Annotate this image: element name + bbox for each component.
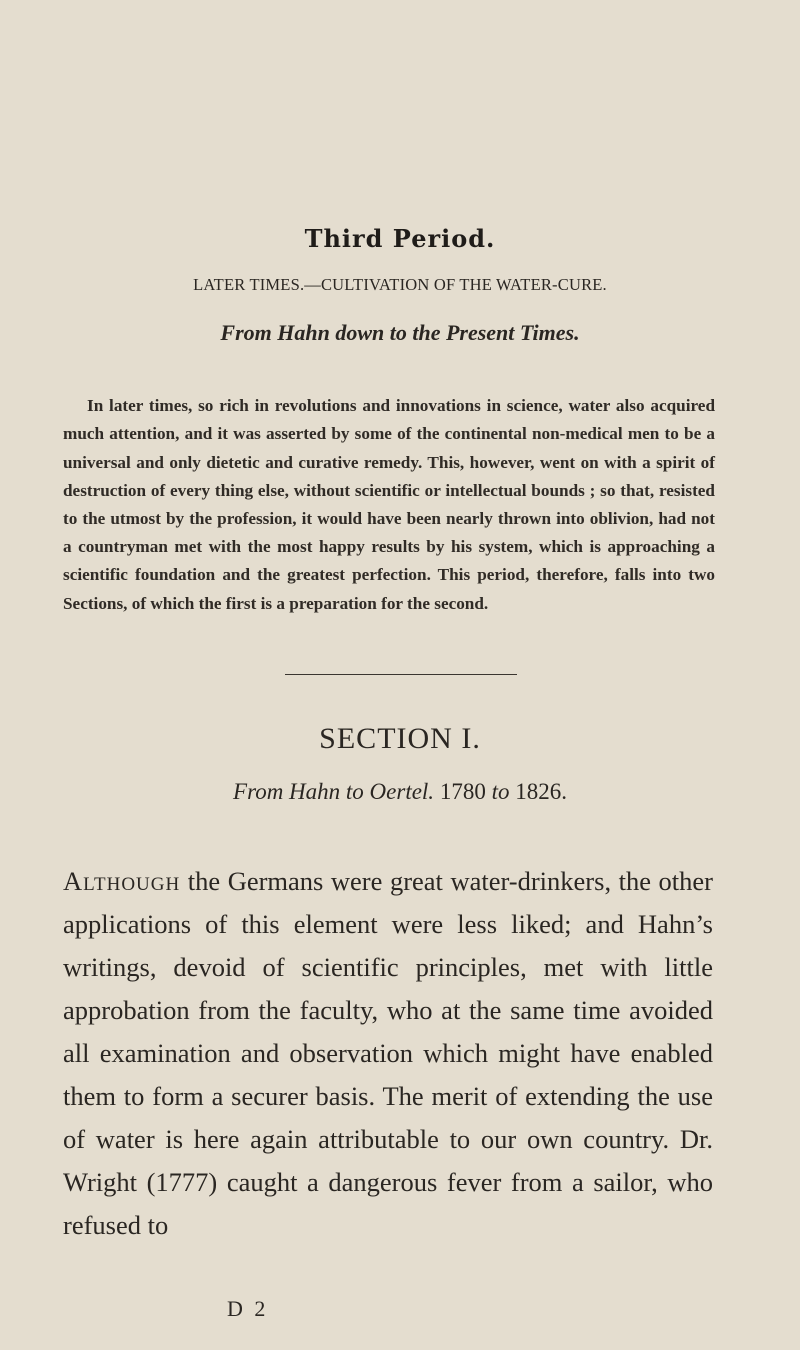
section-date-range (0, 779, 800, 805)
intro-paragraph: In later times, so rich in revolutions and innovations in science, water also acquired much attention, and it was asserted by some of the continental non-medical men to be a universal and only dietetic and curative remedy. This, however, went on with a spirit of destruction of every thing else, without scientific or intellectual bounds ; so that, resisted to the utmost by the profession, it would have been nearly thrown into oblivion, had not a countryman met with the most happy results by his system, which is approaching a scientific foundation and the greatest perfection. This period, therefore, falls into two Sections, of which the first is a preparation for the second. (63, 396, 715, 613)
body-paragraph (63, 860, 713, 1248)
chapter-subtitle: LATER TIMES.—CULTIVATION OF THE WATER-CURE. (193, 275, 607, 294)
part-title: Third Period. (304, 224, 496, 253)
period-heading: From Hahn down to the Present Times. (220, 320, 580, 345)
signature-mark: D 2 (227, 1296, 269, 1321)
section-range-start-year: 1780 (439, 779, 486, 804)
section-range-to: to (491, 779, 510, 804)
section-range-from: From Hahn to Oertel. (233, 779, 435, 804)
section-title: SECTION I. (319, 722, 481, 755)
body-paragraph-text: the Germans were great water-drinkers, the other applications of this element were less liked; and Hahn’s writings, devoid of scientific principles, met with little approbation from the faculty, who at the same time avoided all examination and observation which might have enabled them to form a securer basis. The merit of extending the use of water is here again attributable to our own country. Dr. Wright (1777) caught a dangerous fever from a sailor, who refused to (63, 865, 713, 1241)
lead-word: Although (63, 865, 181, 896)
section-range-end-year: 1826. (515, 779, 567, 804)
section-divider (285, 674, 517, 675)
